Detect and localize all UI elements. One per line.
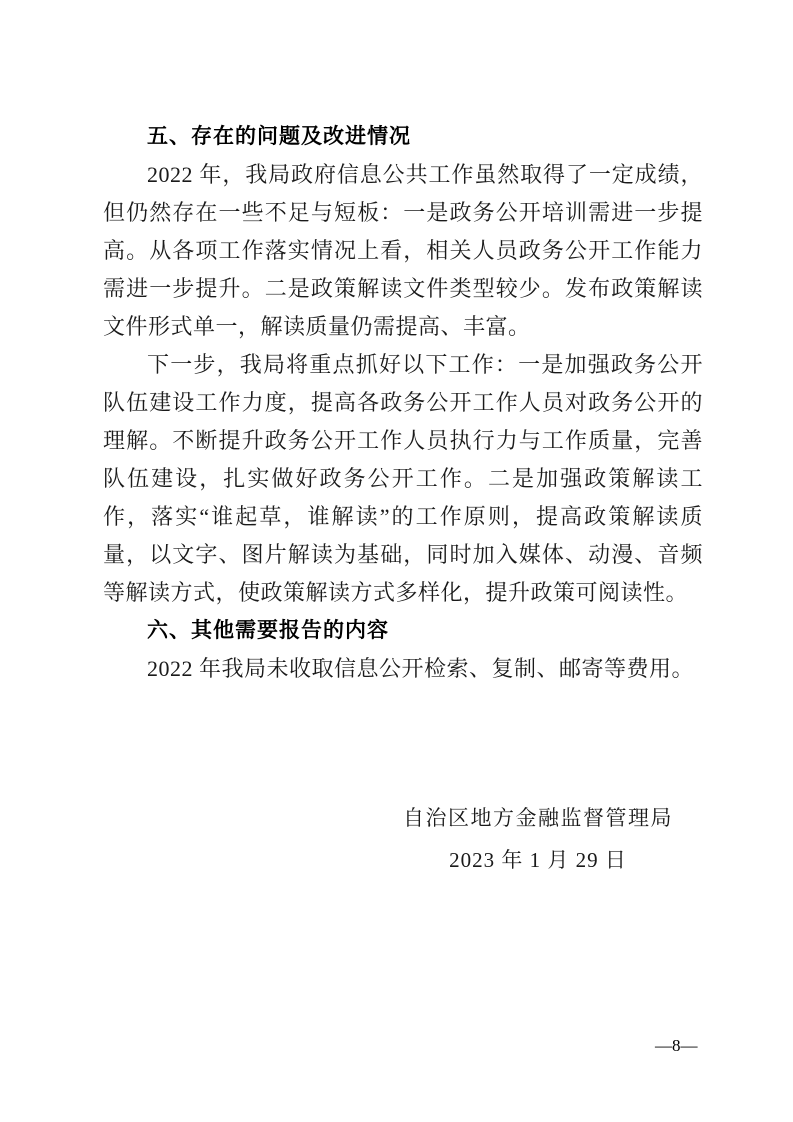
section-6-heading: 六、其他需要报告的内容 — [147, 619, 389, 642]
document-body — [103, 118, 703, 883]
section-5-heading: 五、存在的问题及改进情况 — [147, 125, 411, 148]
signature-date: 2023 年 1 月 29 日 — [449, 848, 627, 872]
signature-organization: 自治区地方金融监督管理局 — [403, 806, 673, 830]
page-number: —8— — [655, 1036, 698, 1055]
section-5-paragraph-2: 下一步，我局将重点抓好以下工作：一是加强政务公开队伍建设工作力度，提高各政务公开工作人员对政务公开的理解。不断提升政务公开工作人员执行力与工作质量，完善队伍建设，扎实做好政务公开工作。二是加强政策解读工作，落实“谁起草，谁解读”的工作原则，提高政策解读质量，以文字、图片解读为基础，同时加入媒体、动漫、音频等解读方式，使政策解读方式多样化，提升政策可阅读性。 — [103, 352, 703, 605]
section-5-paragraph-1: 2022 年，我局政府信息公共工作虽然取得了一定成绩，但仍然存在一些不足与短板：一是政务公开培训需进一步提高。从各项工作落实情况上看，相关人员政务公开工作能力需进一步提升。二是政策解读文件类型较少。发布政策解读文件形式单一，解读质量仍需提高、丰富。 — [103, 162, 703, 339]
section-6-paragraph-1: 2022 年我局未收取信息公开检索、复制、邮寄等费用。 — [147, 656, 695, 681]
signature-block — [403, 798, 673, 883]
